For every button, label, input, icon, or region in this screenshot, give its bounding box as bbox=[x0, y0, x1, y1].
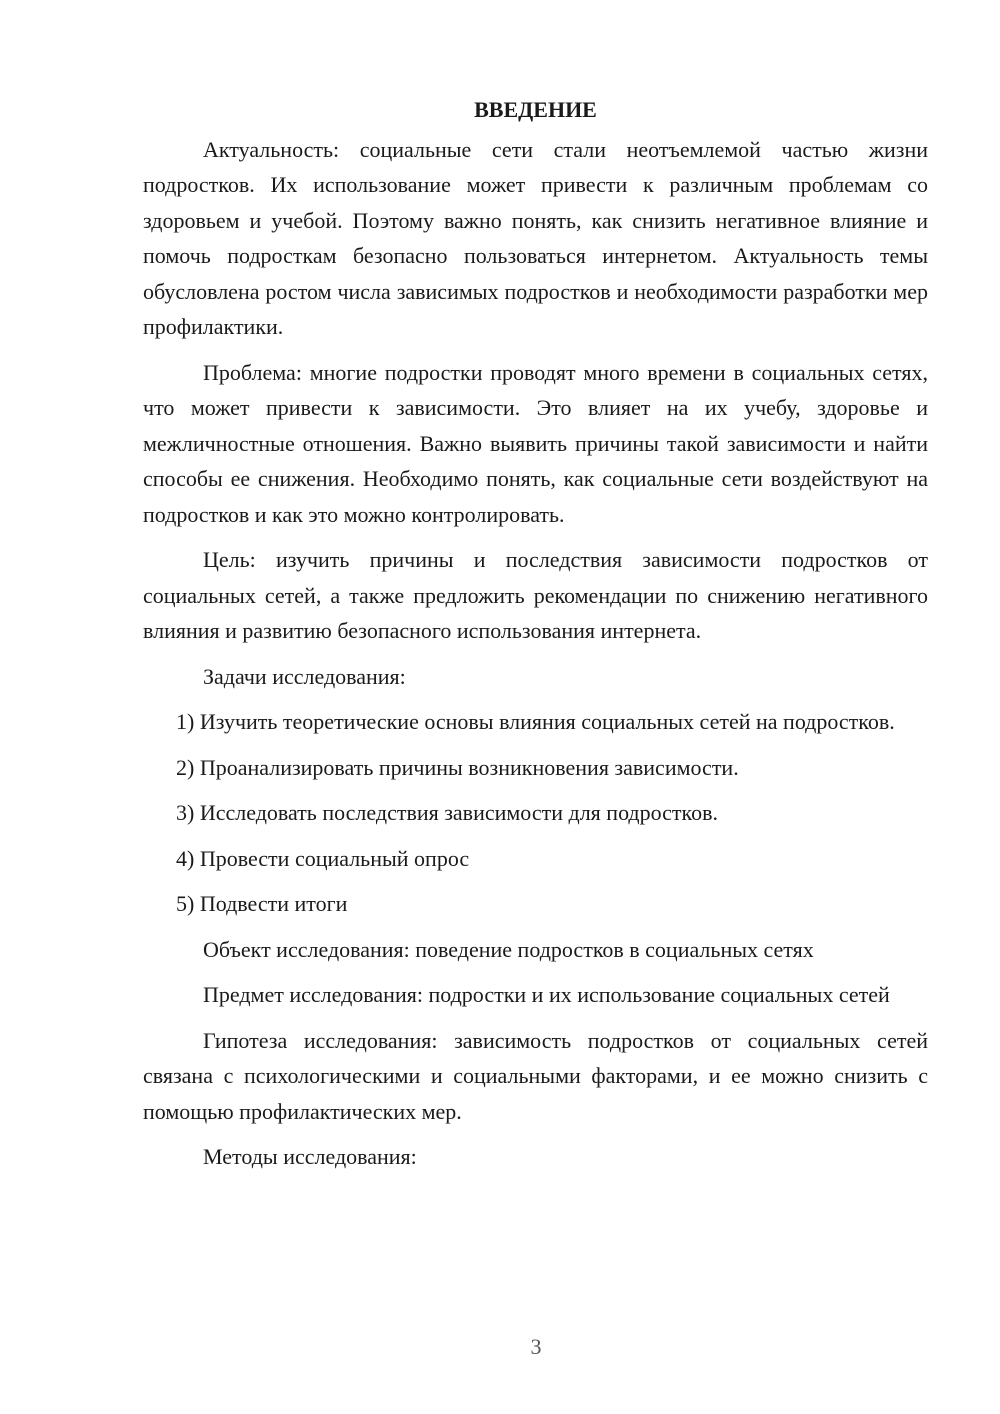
hypothesis-paragraph: Гипотеза исследования: зависимость подростков от социальных сетей связана с психологическими и социальными факторами, и ее можно снизить с помощью профилактических мер. bbox=[143, 1027, 928, 1124]
methods-title: Методы исследования: bbox=[203, 1144, 417, 1169]
task-item: 1) Изучить теоретические основы влияния социальных сетей на подростков. bbox=[176, 709, 895, 734]
task-item: 4) Провести социальный опрос bbox=[176, 845, 470, 871]
problem-paragraph: Проблема: многие подростки проводят много времени в социальных сетях, что может привести к зависимости. Это влияет на их учебу, здоровье и межличностные отношения. Важно выявить причины такой зависимости и найти способы ее снижения. Необходимо понять, как социальные сети воздействуют на подростков и как это можно контролировать. bbox=[143, 359, 928, 527]
subject-paragraph: Предмет исследования: подростки и их использование социальных сетей bbox=[203, 982, 890, 1007]
task-item: 5) Подвести итоги bbox=[176, 891, 348, 916]
object-paragraph: Объект исследования: поведение подростков в социальных сетях bbox=[203, 936, 814, 962]
document-body bbox=[143, 92, 928, 1185]
tasks-title: Задачи исследования: bbox=[203, 663, 406, 689]
goal-paragraph: Цель: изучить причины и последствия зависимости подростков от социальных сетей, а также предложить рекомендации по снижению негативного влияния и развитию безопасного использования интернета. bbox=[143, 547, 928, 643]
relevance-paragraph: Актуальность: социальные сети стали неотъемлемой частью жизни подростков. Их использование может привести к различным проблемам со здоровьем и учебой. Поэтому важно понять, как снизить негативное влияние и помочь подросткам безопасно пользоваться интернетом. Актуальность темы обусловлена ростом числа зависимых подростков и необходимости разработки мер профилактики. bbox=[143, 136, 928, 339]
section-heading: ВВЕДЕНИЕ bbox=[474, 97, 597, 122]
task-item: 2) Проанализировать причины возникновения зависимости. bbox=[176, 754, 739, 780]
task-item: 3) Исследовать последствия зависимости для подростков. bbox=[176, 800, 719, 825]
page-number: 3 bbox=[530, 1334, 542, 1359]
